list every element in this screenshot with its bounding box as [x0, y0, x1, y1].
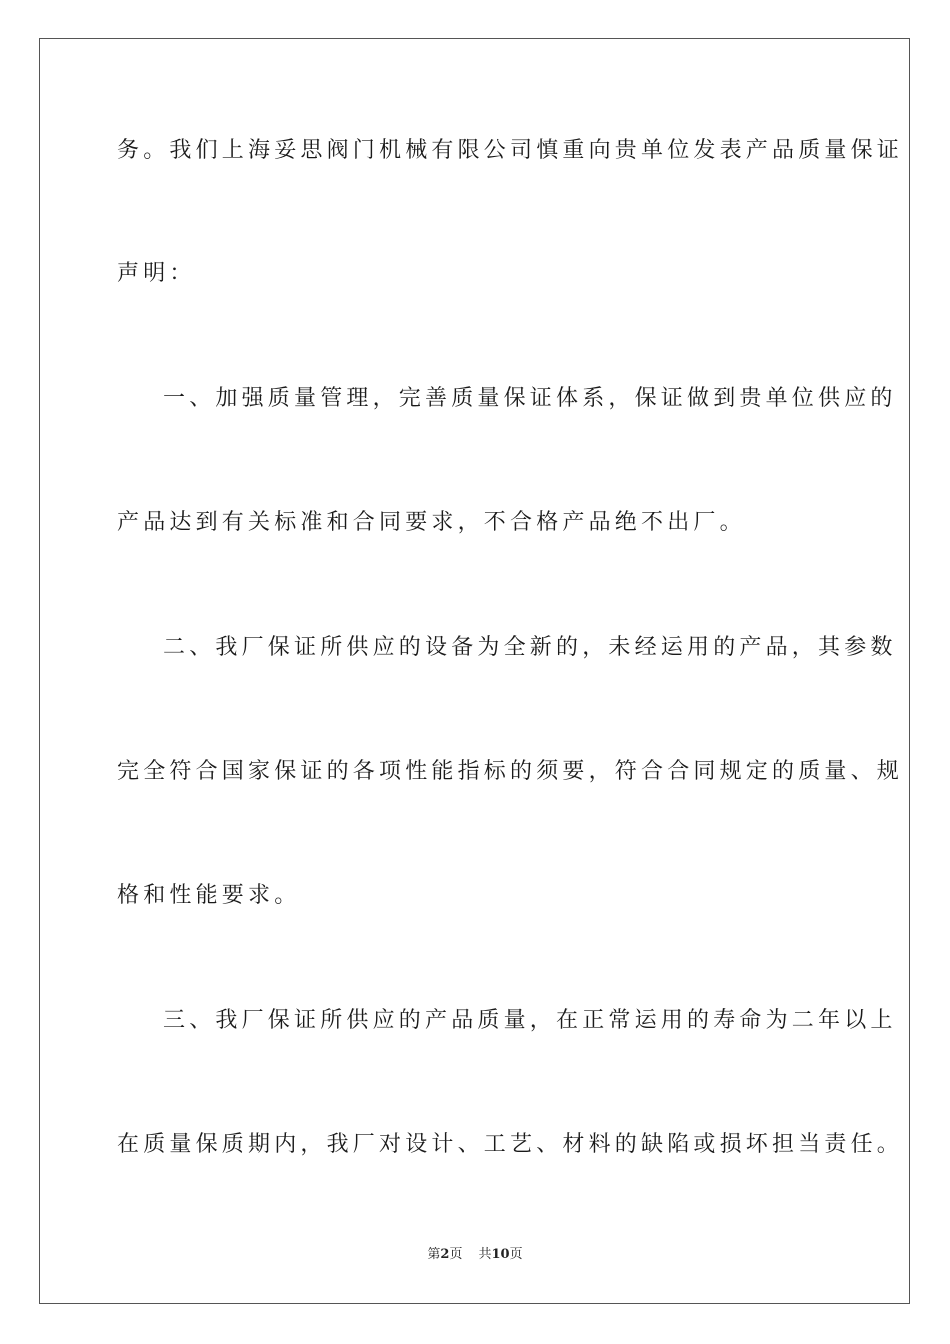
page-suffix: 页 [449, 1247, 463, 1262]
body-text-line-1: 务。我们上海妥思阀门机械有限公司慎重向贵单位发表产品质量保证 [117, 138, 904, 163]
body-text-line-3: 一、加强质量管理，完善质量保证体系，保证做到贵单位供应的 [163, 386, 897, 411]
body-text-line-4: 产品达到有关标准和合同要求，不合格产品绝不出厂。 [117, 510, 746, 535]
page-number: 2 [440, 1247, 450, 1262]
body-text-line-7: 格和性能要求。 [117, 883, 301, 908]
body-text-line-5: 二、我厂保证所供应的设备为全新的，未经运用的产品，其参数 [163, 635, 897, 660]
body-text-line-8: 三、我厂保证所供应的产品质量，在正常运用的寿命为二年以上 [163, 1008, 897, 1033]
page-prefix: 第 [427, 1247, 441, 1262]
total-prefix: 共 [478, 1247, 492, 1262]
total-suffix: 页 [509, 1247, 523, 1262]
body-text-line-6: 完全符合国家保证的各项性能指标的须要，符合合同规定的质量、规 [117, 759, 904, 784]
body-text-line-9: 在质量保质期内，我厂对设计、工艺、材料的缺陷或损坏担当责任。 [117, 1132, 904, 1157]
page-footer [0, 1246, 950, 1264]
total-pages: 10 [491, 1247, 510, 1262]
page-border [39, 38, 910, 1304]
body-text-line-2: 声明： [117, 261, 196, 286]
